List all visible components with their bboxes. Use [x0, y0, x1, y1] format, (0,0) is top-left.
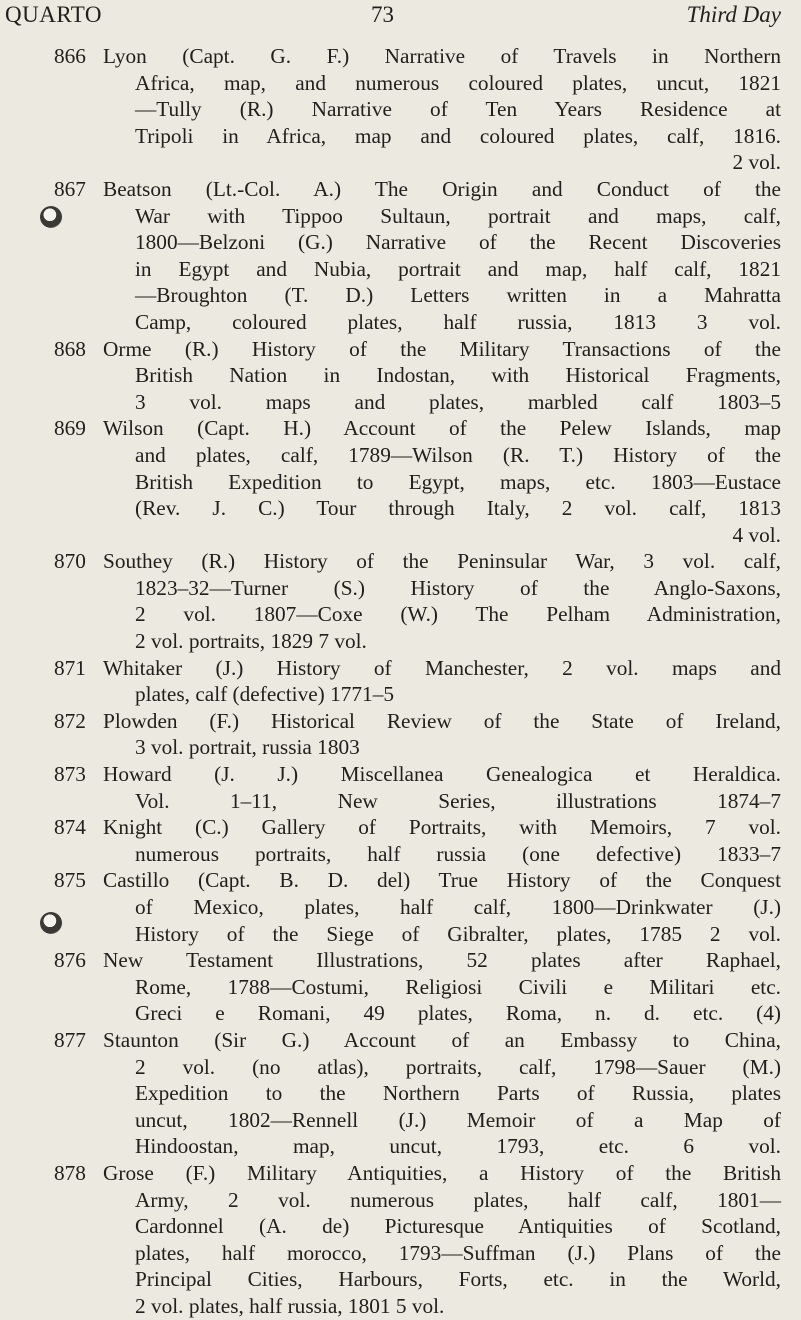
- description-line: 4 vol.: [732, 522, 781, 547]
- sale-day-heading: Third Day: [686, 2, 781, 27]
- running-head: [0, 0, 801, 40]
- lot-list: [0, 43, 801, 1320]
- lot-entry: [0, 867, 801, 947]
- description-line: (Rev. J. C.) Tour through Italy, 2 vol. calf, 1813: [135, 496, 781, 521]
- description-line: Camp, coloured plates, half russia, 1813 3 vol.: [135, 309, 781, 334]
- description-line: Staunton (Sir G.) Account of an Embassy to China,: [103, 1027, 781, 1052]
- description-line: —Broughton (T. D.) Letters written in a Mahratta: [135, 283, 781, 308]
- description-line: Plowden (F.) Historical Review of the State of Ireland,: [103, 708, 781, 733]
- lot-description: [103, 708, 781, 761]
- description-line: History of the Siege of Gibralter, plates, 1785 2 vol.: [135, 921, 781, 946]
- description-line: Army, 2 vol. numerous plates, half calf, 1801—: [135, 1187, 781, 1212]
- description-line: —Tully (R.) Narrative of Ten Years Residence at: [135, 97, 781, 122]
- description-line: Beatson (Lt.-Col. A.) The Origin and Conduct of the: [103, 176, 781, 201]
- lot-number: 873: [54, 762, 86, 787]
- description-line: Castillo (Capt. B. D. del) True History of the Conquest: [103, 868, 781, 893]
- description-line: Expedition to the Northern Parts of Russia, plates: [135, 1081, 781, 1106]
- description-line: Howard (J. J.) Miscellanea Genealogica et Heraldica.: [103, 762, 781, 787]
- description-line: in Egypt and Nubia, portrait and map, half calf, 1821: [135, 256, 781, 281]
- lot-number: 876: [54, 948, 86, 973]
- description-line: plates, calf (defective) 1771–5: [135, 682, 394, 707]
- lot-number: 875: [54, 868, 86, 893]
- description-line: numerous portraits, half russia (one defective) 1833–7: [135, 841, 781, 866]
- lot-description: [103, 415, 781, 548]
- description-line: Principal Cities, Harbours, Forts, etc. in the World,: [135, 1267, 781, 1292]
- lot-number: 867: [54, 176, 86, 201]
- lot-entry: [0, 814, 801, 867]
- description-line: 1800—Belzoni (G.) Narrative of the Recent Discoveries: [135, 230, 781, 255]
- lot-number: 869: [54, 416, 86, 441]
- description-line: 3 vol. maps and plates, marbled calf 1803–5: [135, 389, 781, 414]
- lot-description: [103, 336, 781, 416]
- description-line: Cardonnel (A. de) Picturesque Antiquities of Scotland,: [135, 1214, 781, 1239]
- description-line: 2 vol. plates, half russia, 1801 5 vol.: [135, 1293, 445, 1318]
- lot-entry: [0, 336, 801, 416]
- lot-description: [103, 867, 781, 947]
- description-line: Lyon (Capt. G. F.) Narrative of Travels in Northern: [103, 44, 781, 68]
- description-line: Africa, map, and numerous coloured plates, uncut, 1821: [135, 70, 781, 95]
- description-line: of Mexico, plates, half calf, 1800—Drinkwater (J.): [135, 895, 781, 919]
- lot-entry: [0, 761, 801, 814]
- description-line: Rome, 1788—Costumi, Religiosi Civili e Militari etc.: [135, 974, 781, 999]
- lot-number: 866: [54, 44, 86, 68]
- lot-entry: [0, 176, 801, 336]
- description-line: Orme (R.) History of the Military Transactions of the: [103, 336, 781, 361]
- description-line: New Testament Illustrations, 52 plates after Raphael,: [103, 948, 781, 973]
- lot-entry: [0, 43, 801, 176]
- description-line: and plates, calf, 1789—Wilson (R. T.) History of the: [135, 442, 781, 467]
- description-line: Grose (F.) Military Antiquities, a History of the British: [103, 1160, 781, 1185]
- lot-number: 868: [54, 336, 86, 361]
- lot-number: 877: [54, 1027, 86, 1052]
- description-line: 3 vol. portrait, russia 1803: [135, 735, 360, 760]
- description-line: Southey (R.) History of the Peninsular War, 3 vol. calf,: [103, 549, 781, 574]
- description-line: British Expedition to Egypt, maps, etc. 1803—Eustace: [135, 469, 781, 494]
- lot-description: [103, 43, 781, 176]
- lot-entry: [0, 415, 801, 548]
- description-line: 2 vol. (no atlas), portraits, calf, 1798—Sauer (M.): [135, 1054, 781, 1079]
- description-line: Tripoli in Africa, map and coloured plates, calf, 1816.: [135, 123, 781, 148]
- lot-entry: [0, 1160, 801, 1320]
- description-line: 2 vol.: [732, 150, 781, 175]
- lot-number: 872: [54, 708, 86, 733]
- lot-entry: [0, 548, 801, 654]
- description-line: War with Tippoo Sultaun, portrait and maps, calf,: [135, 203, 781, 228]
- lot-description: [103, 176, 781, 336]
- lot-number: 871: [54, 655, 86, 680]
- description-line: Knight (C.) Gallery of Portraits, with Memoirs, 7 vol.: [103, 815, 781, 840]
- lot-entry: [0, 655, 801, 708]
- lot-entry: [0, 1027, 801, 1160]
- format-heading: QUARTO: [5, 2, 103, 27]
- lot-description: [103, 1027, 781, 1160]
- description-line: Whitaker (J.) History of Manchester, 2 vol. maps and: [103, 655, 781, 680]
- lot-description: [103, 655, 781, 708]
- description-line: plates, half morocco, 1793—Suffman (J.) Plans of the: [135, 1240, 781, 1265]
- lot-description: [103, 814, 781, 867]
- lot-description: [103, 947, 781, 1027]
- description-line: Hindoostan, map, uncut, 1793, etc. 6 vol.: [135, 1134, 781, 1159]
- lot-number: 878: [54, 1160, 86, 1185]
- page-number: 73: [371, 2, 394, 27]
- description-line: 2 vol. 1807—Coxe (W.) The Pelham Administration,: [135, 602, 781, 627]
- lot-entry: [0, 708, 801, 761]
- description-line: Vol. 1–11, New Series, illustrations 1874–7: [135, 788, 781, 813]
- description-line: 2 vol. portraits, 1829 7 vol.: [135, 629, 367, 654]
- lot-entry: [0, 947, 801, 1027]
- description-line: 1823–32—Turner (S.) History of the Anglo-Saxons,: [135, 575, 781, 600]
- description-line: Greci e Romani, 49 plates, Roma, n. d. etc. (4): [135, 1001, 781, 1026]
- description-line: British Nation in Indostan, with Historical Fragments,: [135, 363, 781, 388]
- lot-number: 874: [54, 815, 86, 840]
- lot-number: 870: [54, 549, 86, 574]
- lot-description: [103, 548, 781, 654]
- description-line: uncut, 1802—Rennell (J.) Memoir of a Map of: [135, 1107, 781, 1132]
- lot-description: [103, 761, 781, 814]
- lot-description: [103, 1160, 781, 1320]
- description-line: Wilson (Capt. H.) Account of the Pelew Islands, map: [103, 416, 781, 441]
